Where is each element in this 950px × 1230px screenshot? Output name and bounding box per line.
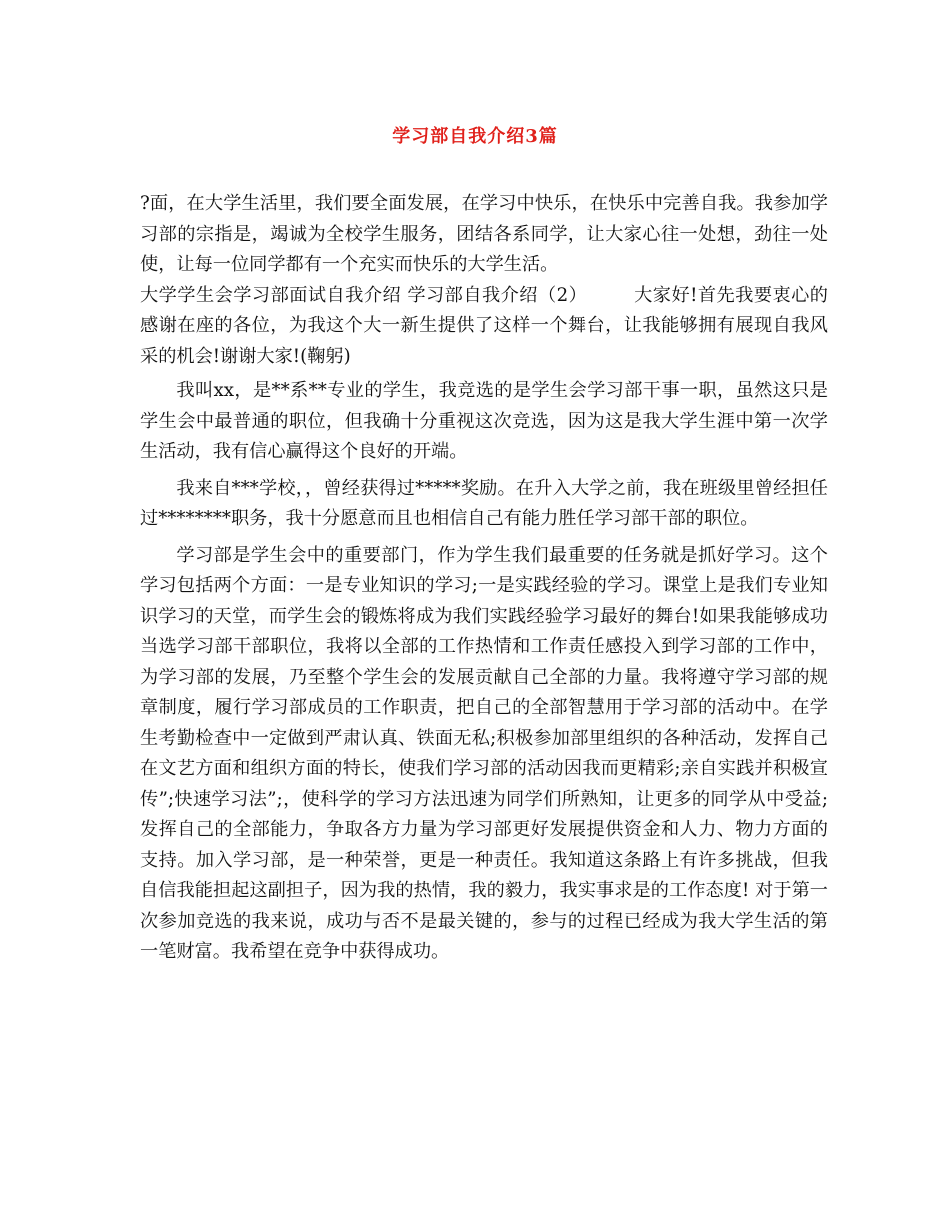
paragraph-intro-continuation: ?面，在大学生活里，我们要全面发展，在学习中快乐，在快乐中完善自我。我参加学习部的宗指是，竭诚为全校学生服务，团结各系同学，让大家心往一处想，劲往一处使，让每一位同学都有一个充实而快乐的大学生活。: [140, 193, 828, 275]
paragraph-self-introduction: 我叫xx，是**系**专业的学生，我竞选的是学生会学习部干事一职，虽然这只是学生会中最普通的职位，但我确十分重视这次竞选，因为这是我大学生涯中第一次学生活动，我有信心赢得这个良好的开端。: [140, 380, 828, 462]
paragraph-background: 我来自***学校，，曾经获得过*****奖励。在升入大学之前，我在班级里曾经担任过********职务，我十分愿意而且也相信自己有能力胜任学习部干部的职位。: [140, 477, 828, 529]
document-body: [140, 189, 828, 968]
document-title: 学习部自我介绍3篇: [392, 126, 558, 147]
paragraph-section-heading-greeting: 大学学生会学习部面试自我介绍 学习部自我介绍（2） 大家好!首先我要衷心的感谢在座的各位，为我这个大一新生提供了这样一个舞台，让我能够拥有展现自我风采的机会!谢谢大家!(鞠躬): [140, 284, 828, 367]
paragraph-department-plan: 学习部是学生会中的重要部门，作为学生我们最重要的任务就是抓好学习。这个学习包括两个方面：一是专业知识的学习;一是实践经验的学习。课堂上是我们专业知识学习的天堂，而学生会的锻炼将成为我们实践经验学习最好的舞台!如果我能够成功当选学习部干部职位，我将以全部的工作热情和工作责任感投入到学习部的工作中，为学习部的发展，乃至整个学生会的发展贡献自己全部的力量。我将遵守学习部的规章制度，履行学习部成员的工作职责，把自己的全部智慧用于学习部的活动中。在学生考勤检查中一定做到严肃认真、铁面无私;积极参加部里组织的各种活动，发挥自己在文艺方面和组织方面的特长，使我们学习部的活动因我而更精彩;亲自实践并积极宣传”;快速学习法”;，使科学的学习方法迅速为同学们所熟知，让更多的同学从中受益;发挥自己的全部能力，争取各方力量为学习部更好发展提供资金和人力、物力方面的支持。加入学习部，是一种荣誉，更是一种责任。我知道这条路上有许多挑战，但我自信我能担起这副担子，因为我的热情，我的毅力，我实事求是的工作态度! 对于第一次参加竞选的我来说，成功与否不是最关键的，参与的过程已经成为我大学生活的第一笔财富。我希望在竞争中获得成功。: [140, 544, 828, 962]
